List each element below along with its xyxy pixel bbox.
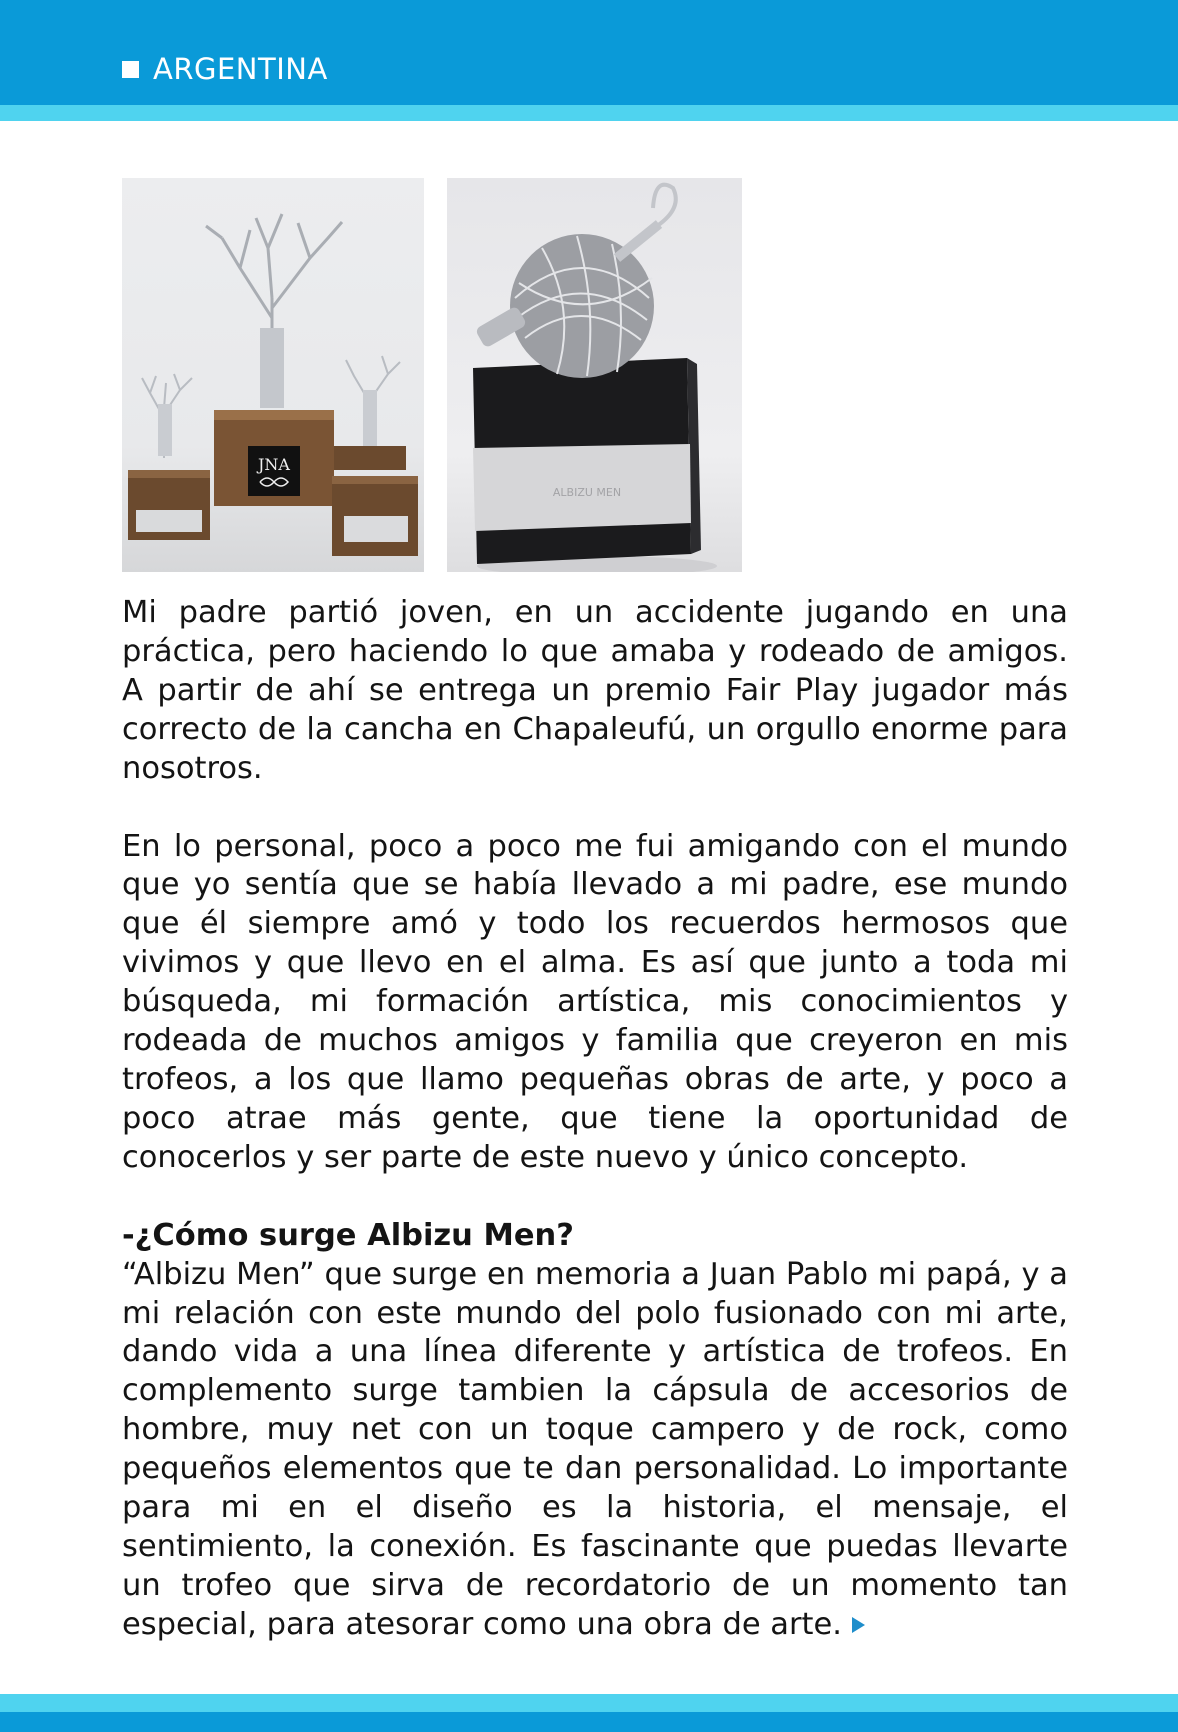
jna-plaque-text: JNA	[258, 455, 290, 474]
paragraph: “Albizu Men” que surge en memoria a Juan Pablo mi papá, y a mi relación con este mundo del polo fusionado con mi arte, dando vida a una línea diferente y artística de trofeos. En complemento surge tambien la cápsula de accesorios de hombre, muy net con un toque campero y de rock, como pequeños elementos que te dan personalidad. Lo importante para mi en el diseño es la historia, el mensaje, el sentimiento, la conexión. Es fascinante que puedas llevarte un trofeo que sirva de recordatorio de un momento tan especial, para atesorar como una obra de arte.	[122, 1256, 1068, 1642]
trophies-photo	[122, 178, 424, 572]
footer-accent-stripe	[0, 1694, 1178, 1712]
section-title: ARGENTINA	[153, 52, 328, 86]
polo-ball-trophy-photo	[447, 178, 742, 572]
albizu-plaque-text: ALBIZU MEN	[552, 486, 622, 499]
paragraph-gap	[122, 1178, 1068, 1217]
interview-question-heading: -¿Cómo surge Albizu Men?	[122, 1217, 574, 1253]
paragraph-with-end-mark	[122, 1256, 1068, 1645]
article-end-arrow-icon	[852, 1617, 865, 1633]
paragraph-gap	[122, 789, 1068, 828]
paragraph: Mi padre partió joven, en un accidente jugando en una práctica, pero haciendo lo que amaba y rodeado de amigos. A partir de ahí se entrega un premio Fair Play jugador más correcto de la cancha en Chapaleufú, un orgullo enorme para nosotros.	[122, 595, 1068, 786]
footer-bar	[0, 1712, 1178, 1732]
paragraph: En lo personal, poco a poco me fui amigando con el mundo que yo sentía que se había llevado a mi padre, ese mundo que él siempre amó y todo los recuerdos hermosos que vivimos y que llevo en el alma. Es así que junto a toda mi búsqueda, mi formación artística, mis conocimientos y rodeada de muchos amigos y familia que creyeron en mis trofeos, a los que llamo pequeñas obras de arte, y poco a poco atrae más gente, que tiene la oportunidad de conocerlos y ser parte de este nuevo y único concepto.	[122, 828, 1068, 1175]
section-square-icon	[122, 61, 139, 78]
article-body	[122, 594, 1068, 1645]
header-accent-stripe	[0, 105, 1178, 121]
